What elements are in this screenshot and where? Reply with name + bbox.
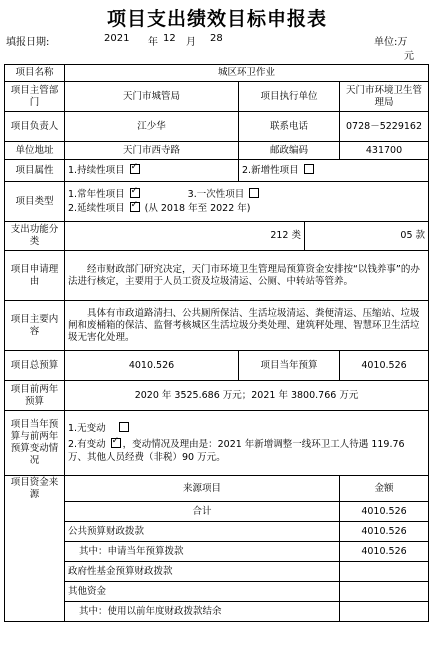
row-prev-budget xyxy=(5,381,429,411)
phone-value: 0728－5229162 xyxy=(340,112,429,142)
leader-value: 江少华 xyxy=(65,112,239,142)
row-source-of-which xyxy=(5,542,429,562)
row-change xyxy=(5,411,429,476)
page-title: 项目支出绩效目标申报表 xyxy=(106,8,327,30)
attr-option-1 xyxy=(65,160,239,182)
attr-opt2-text: 2.新增性项目 xyxy=(242,165,299,176)
of-which-amount: 4010.526 xyxy=(340,542,429,562)
dept-label: 项目主管部门 xyxy=(5,82,65,112)
source-total-label: 合计 xyxy=(65,502,340,522)
change-opt1-checkbox[interactable] xyxy=(119,422,129,432)
row-source-prev-balance xyxy=(5,602,429,622)
func-label: 支出功能分类 xyxy=(5,222,65,251)
public-budget-amount: 4010.526 xyxy=(340,522,429,542)
public-budget-label: 公共预算财政拨款 xyxy=(65,522,340,542)
change-reason-text: ，变动情况及理由是：2021 年新增调整一线环卫工人待遇 119.76 万、其他人员经费（非税）90 万元。 xyxy=(68,439,405,463)
row-total-budget xyxy=(5,351,429,381)
other-fund-label: 其他资金 xyxy=(65,582,340,602)
change-label: 项目当年预算与前两年预算变动情况 xyxy=(5,411,65,476)
year-budget-label: 项目当年预算 xyxy=(239,351,340,381)
dept-value: 天门市城管局 xyxy=(65,82,239,112)
change-options xyxy=(65,411,429,476)
change-opt2-text: 2.有变动 xyxy=(68,439,106,450)
type-opt1-text: 1.常年性项目 xyxy=(68,188,125,200)
attr-opt1-text: 1.持续性项目 xyxy=(68,165,125,176)
project-name-value: 城区环卫作业 xyxy=(65,65,429,82)
year-budget-value: 4010.526 xyxy=(340,351,429,381)
row-source-public xyxy=(5,522,429,542)
row-source-header xyxy=(5,476,429,502)
type-options xyxy=(65,182,429,222)
type-opt3-text: 3.一次性项目 xyxy=(187,188,245,200)
postcode-value: 431700 xyxy=(340,142,429,160)
row-type xyxy=(5,182,429,222)
row-source-total xyxy=(5,502,429,522)
row-content xyxy=(5,301,429,351)
application-form-table xyxy=(4,64,429,622)
type-label: 项目类型 xyxy=(5,182,65,222)
source-col-header: 来源项目 xyxy=(65,476,340,502)
address-label: 单位地址 xyxy=(5,142,65,160)
row-address xyxy=(5,142,429,160)
type-opt3-checkbox[interactable] xyxy=(249,188,259,198)
content-text: 具体有市政道路清扫、公共厕所保洁、生活垃圾清运、粪便清运、压缩站、垃圾闸和废桶箱的保洁、监督考核城区生活垃圾分类处理、建筑秤处理、智慧环卫生活垃圾无害化处理。 xyxy=(65,301,429,351)
fill-date-label: 填报日期: xyxy=(6,37,50,48)
row-project-name xyxy=(5,65,429,82)
total-budget-label: 项目总预算 xyxy=(5,351,65,381)
phone-label: 联系电话 xyxy=(239,112,340,142)
row-source-other xyxy=(5,582,429,602)
fill-day: 28 xyxy=(210,33,223,44)
type-opt2-checkbox[interactable] xyxy=(130,202,140,212)
basis-label: 项目申请理由 xyxy=(5,251,65,301)
row-attribute xyxy=(5,160,429,182)
attr-label: 项目属性 xyxy=(5,160,65,182)
row-basis xyxy=(5,251,429,301)
gov-fund-amount xyxy=(340,562,429,582)
amount-col-header: 金额 xyxy=(340,476,429,502)
prev-balance-label: 其中：使用以前年度财政拨款结余 xyxy=(65,602,340,622)
change-opt2-checkbox[interactable] xyxy=(111,438,121,448)
postcode-label: 邮政编码 xyxy=(239,142,340,160)
total-budget-value: 4010.526 xyxy=(65,351,239,381)
basis-text: 经市财政部门研究决定，天门市环境卫生管理局预算资金安排按“以钱养事”的办法进行核定，主要用于人员工资及垃圾清运、公厕、中转站等管养。 xyxy=(65,251,429,301)
unit-label-2: 元 xyxy=(404,51,414,62)
attr-opt1-checkbox[interactable] xyxy=(130,164,140,174)
type-opt2-text: 2.延续性项目 xyxy=(68,202,125,214)
func-item-value: 05 款 xyxy=(305,222,429,251)
fill-year: 2021 xyxy=(104,33,130,44)
change-opt1-text: 1.无变动 xyxy=(68,423,106,434)
attr-opt2-checkbox[interactable] xyxy=(304,164,314,174)
other-fund-amount xyxy=(340,582,429,602)
unit-label: 单位:万 xyxy=(374,37,408,48)
func-class-value: 212 类 xyxy=(65,222,305,251)
exec-unit-value: 天门市环境卫生管理局 xyxy=(340,82,429,112)
gov-fund-label: 政府性基金预算财政拨款 xyxy=(65,562,340,582)
attr-option-2 xyxy=(239,160,429,182)
row-source-gov-fund xyxy=(5,562,429,582)
type-opt1-checkbox[interactable] xyxy=(130,188,140,198)
fill-month: 12 xyxy=(163,33,176,44)
content-label: 项目主要内容 xyxy=(5,301,65,351)
fill-year-unit: 年 xyxy=(148,37,158,48)
leader-label: 项目负责人 xyxy=(5,112,65,142)
source-total-amount: 4010.526 xyxy=(340,502,429,522)
project-name-label: 项目名称 xyxy=(5,65,65,82)
prev-label: 项目前两年预算 xyxy=(5,381,65,411)
of-which-label: 其中：申请当年预算拨款 xyxy=(65,542,340,562)
prev-balance-amount xyxy=(340,602,429,622)
address-value: 天门市西寺路 xyxy=(65,142,239,160)
exec-unit-label: 项目执行单位 xyxy=(239,82,340,112)
type-opt2-note: (从 2018 年至 2022 年) xyxy=(144,202,251,214)
row-function-class xyxy=(5,222,429,251)
fill-month-unit: 月 xyxy=(186,37,196,48)
row-leader xyxy=(5,112,429,142)
source-label: 项目资金来源 xyxy=(5,476,65,622)
prev-text: 2020 年 3525.686 万元；2021 年 3800.766 万元 xyxy=(65,381,429,411)
row-department xyxy=(5,82,429,112)
